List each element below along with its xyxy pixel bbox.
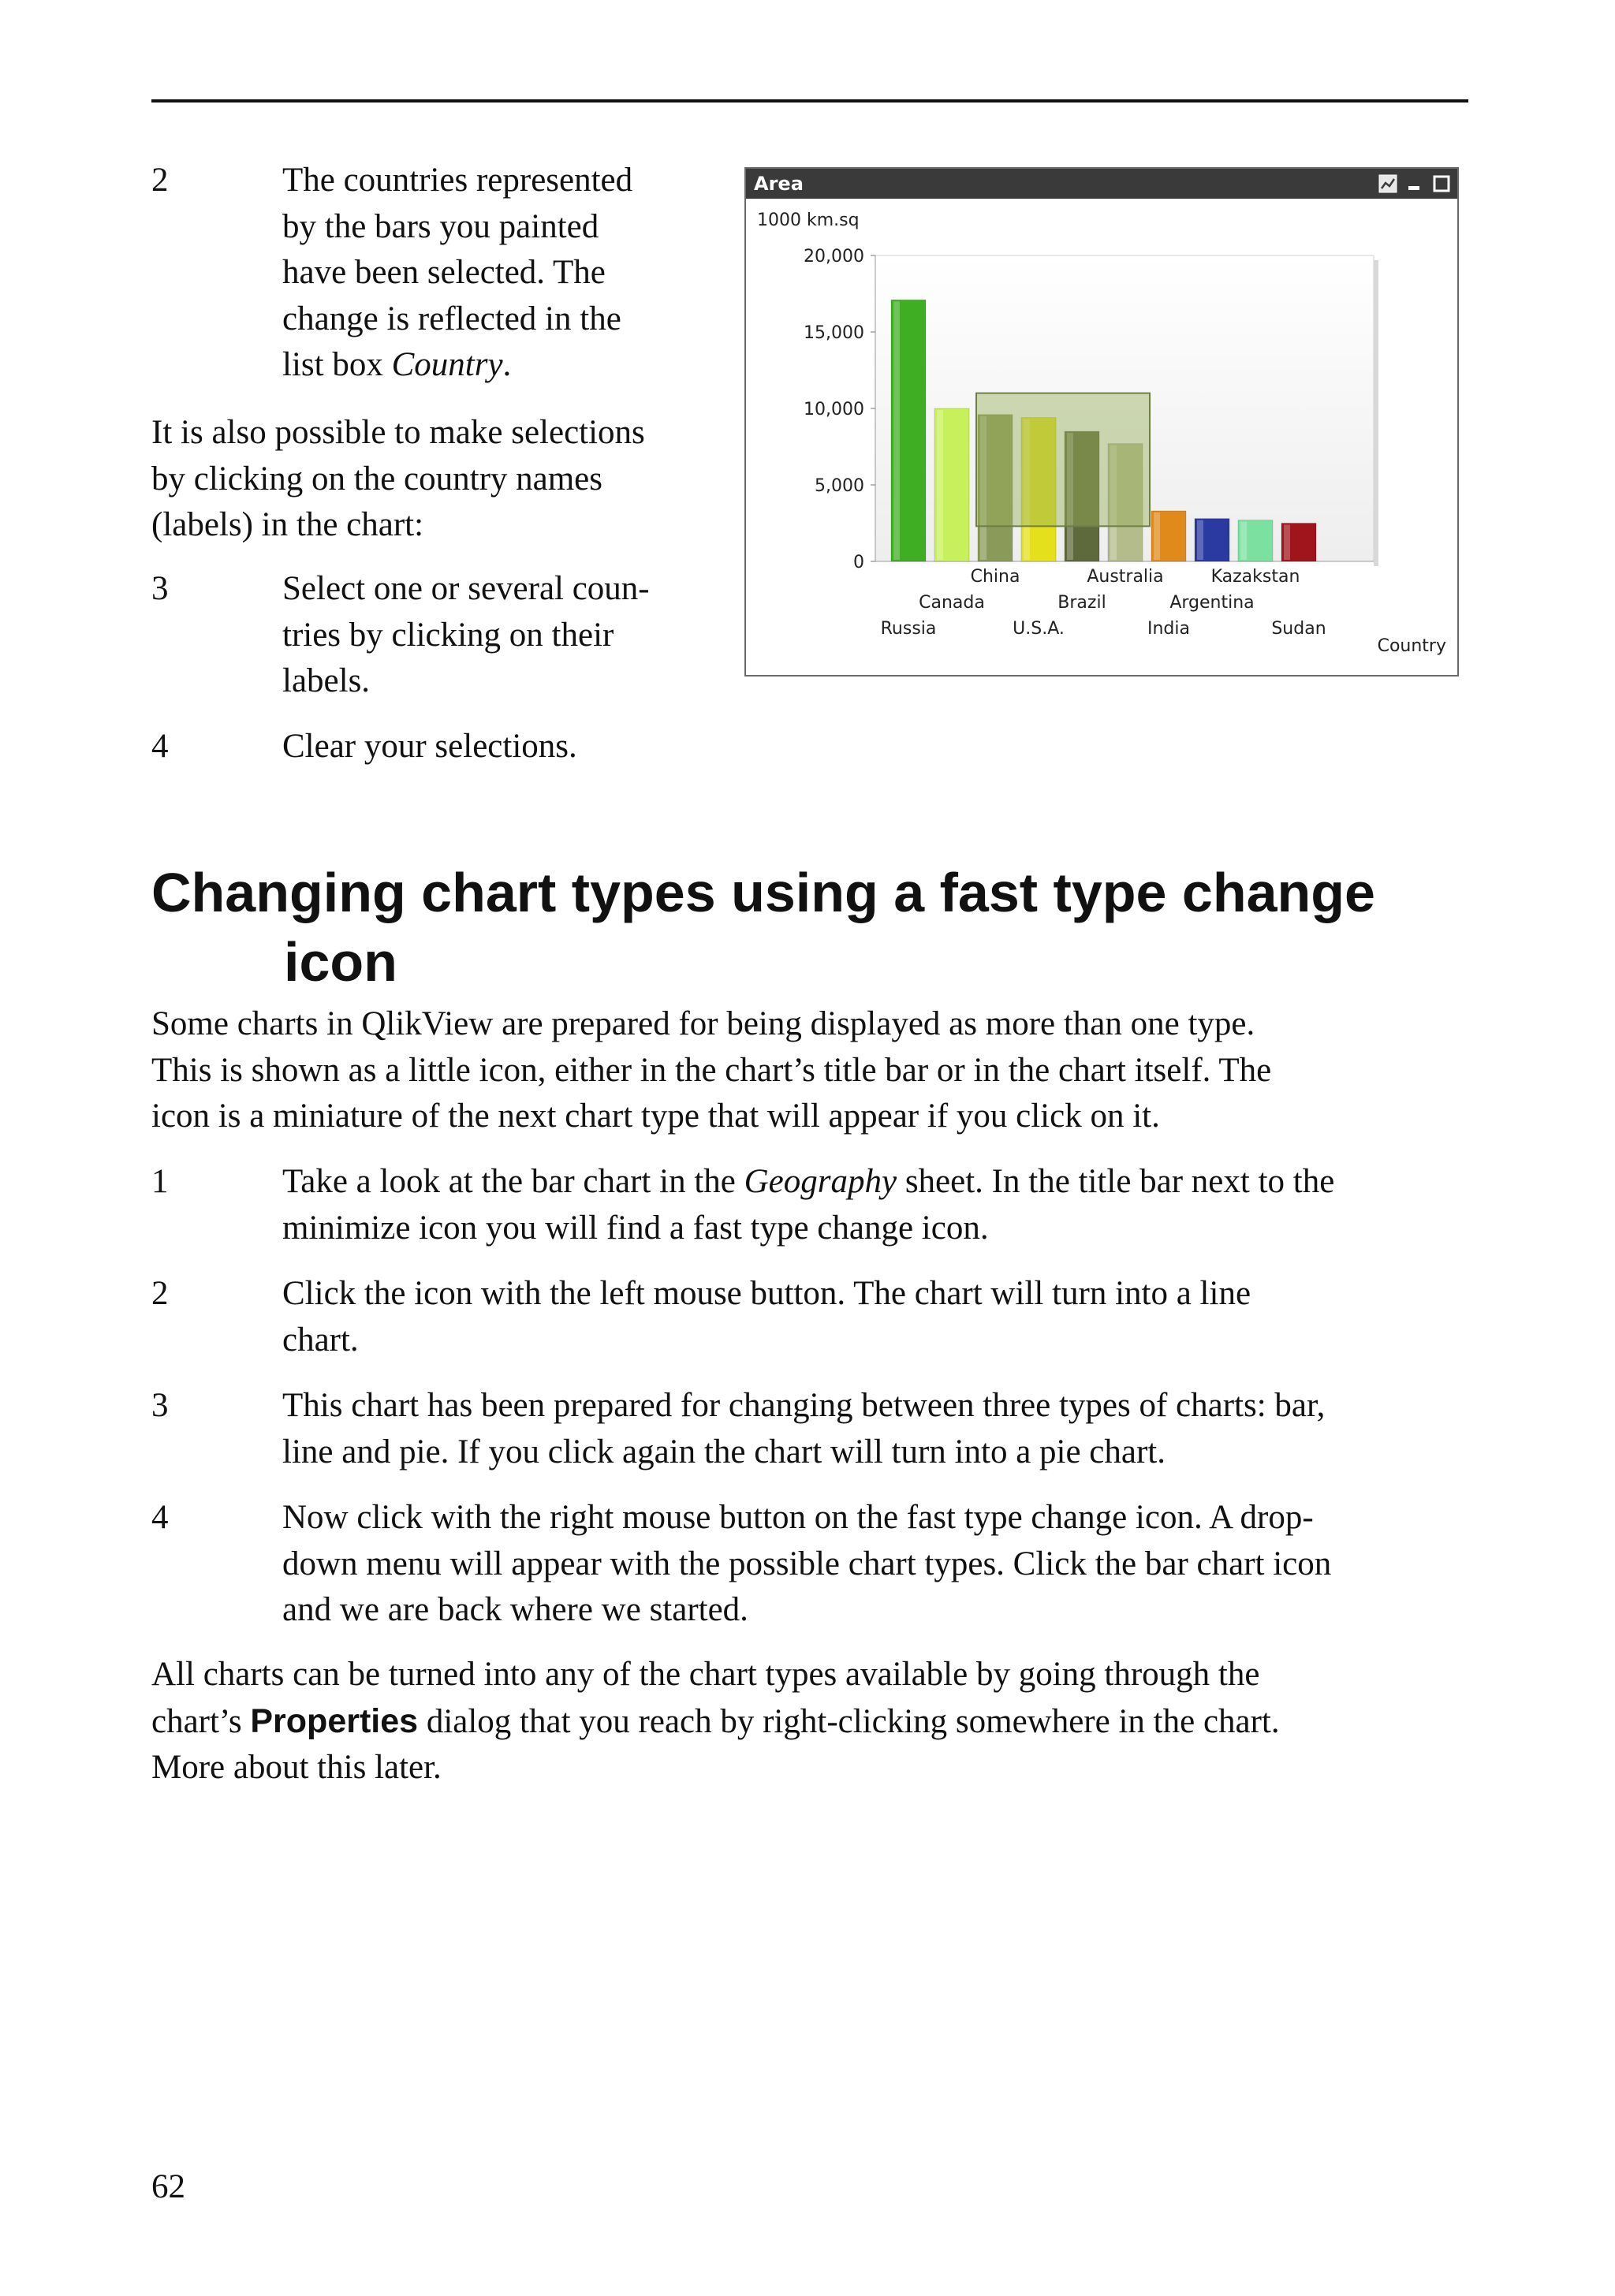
x-tick-label[interactable]: Russia <box>880 619 937 639</box>
x-tick-label[interactable]: China <box>970 567 1020 587</box>
section-step-1-text: Take a look at the bar chart in the Geography sheet. In the title bar next to the minimize icon you will find a fast type change icon. <box>282 1163 1335 1247</box>
step-number: 4 <box>151 1499 169 1536</box>
step-number: 2 <box>151 1275 169 1312</box>
step-number: 1 <box>151 1163 169 1200</box>
section-step-2-text: Click the icon with the left mouse button. The chart will turn into a line chart. <box>282 1275 1251 1359</box>
geography-sheet-ref: Geography <box>744 1163 897 1200</box>
x-tick-label[interactable]: Australia <box>1087 567 1164 587</box>
area-chart-window[interactable] <box>744 167 1459 676</box>
section-step-4-text: Now click with the right mouse button on the fast type change icon. A drop- down menu will appear with the possible chart types. Click the bar chart icon and we are back where we started. <box>282 1499 1332 1628</box>
y-tick-label: 0 <box>853 553 864 572</box>
y-tick-label: 5,000 <box>815 476 864 496</box>
x-tick-label[interactable]: Brazil <box>1057 593 1106 613</box>
bar-highlight <box>1284 525 1290 561</box>
chart-title: Area <box>754 173 804 195</box>
maximize-icon[interactable] <box>1432 174 1451 193</box>
bar-highlight <box>1197 520 1203 560</box>
step-3-text: Select one or several coun- tries by clicking on their labels. <box>282 570 650 699</box>
section-heading: Changing chart types using a fast type change icon <box>151 862 1375 993</box>
minimize-icon[interactable] <box>1405 174 1424 193</box>
fast-type-change-icon[interactable] <box>1378 174 1397 193</box>
x-tick-label[interactable]: U.S.A. <box>1013 619 1065 639</box>
section-closing-paragraph: All charts can be turned into any of the chart types available by going through the chart’s Properties dialog that you reach by right-clicking somewhere in the chart. More about this later. <box>151 1656 1280 1786</box>
x-tick-label[interactable]: India <box>1147 619 1190 639</box>
plot-shadow <box>1374 260 1378 566</box>
step-number: 2 <box>151 162 169 199</box>
bar-highlight <box>1154 512 1160 560</box>
x-axis-labels[interactable] <box>881 567 1326 639</box>
y-axis-label: 1000 km.sq <box>757 211 860 230</box>
y-tick-label: 20,000 <box>804 247 864 266</box>
x-tick-label[interactable]: Kazakstan <box>1210 567 1300 587</box>
country-listbox-ref: Country <box>391 346 503 383</box>
paint-selection-rectangle <box>976 393 1150 527</box>
x-axis-label: Country <box>1377 636 1446 656</box>
intro-paragraph: It is also possible to make selections by clicking on the country names (labels) in the chart: <box>151 414 645 543</box>
step-4-text: Clear your selections. <box>282 728 577 765</box>
y-tick-label: 15,000 <box>804 323 864 343</box>
y-tick-label: 10,000 <box>804 400 864 419</box>
step-2-text: The countries represented by the bars you painted have been selected. The change is reflected in the list box Country. <box>282 162 633 383</box>
bar-highlight <box>1240 522 1247 560</box>
bar-chart[interactable] <box>746 199 1457 675</box>
page-number: 62 <box>151 2168 185 2205</box>
bar-highlight <box>893 301 900 560</box>
x-tick-label[interactable]: Canada <box>919 593 985 613</box>
x-tick-label[interactable]: Sudan <box>1271 619 1326 639</box>
step-number: 3 <box>151 1387 169 1424</box>
section-step-3-text: This chart has been prepared for changing between three types of charts: bar, line and pie. If you click again the chart will turn into a pie chart. <box>282 1387 1326 1470</box>
top-rule <box>151 99 1468 102</box>
chart-title-bar[interactable] <box>746 169 1457 199</box>
properties-dialog-ref: Properties <box>250 1702 419 1740</box>
x-tick-label[interactable]: Argentina <box>1169 593 1255 613</box>
section-intro-paragraph: Some charts in QlikView are prepared for being displayed as more than one type. This is shown as a little icon, either in the chart’s title bar or in the chart itself. The icon is a miniature of the next chart type that will appear if you click on it. <box>151 1005 1272 1135</box>
step-number: 4 <box>151 728 169 765</box>
step-number: 3 <box>151 570 169 607</box>
bar-highlight <box>937 410 943 560</box>
